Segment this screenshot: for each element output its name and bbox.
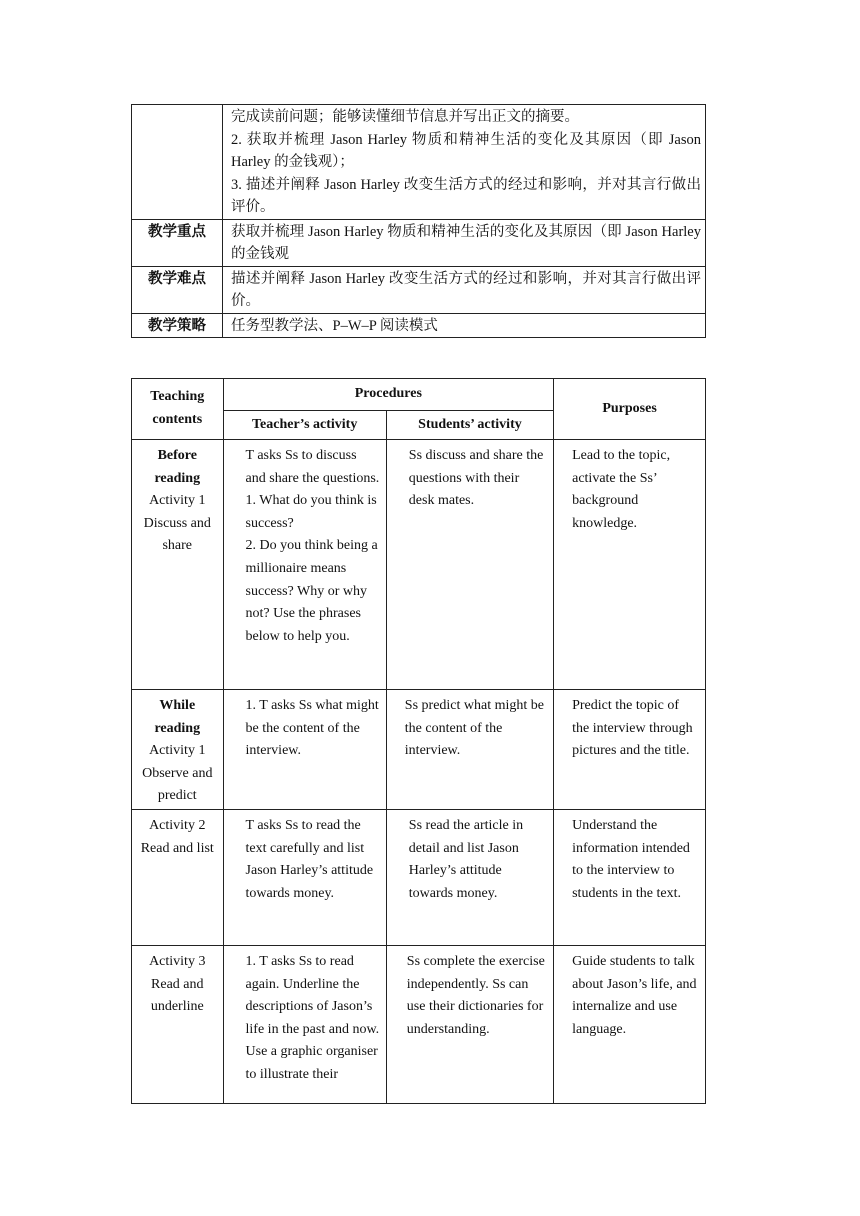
row-text: 描述并阐释 Jason Harley 改变生活方式的经过和影响，并对其言行做出评价。 xyxy=(223,266,706,313)
teacher-line: 1. T asks Ss what might be the content of the interview. xyxy=(245,698,379,759)
teacher-line: T asks Ss to read the text carefully and list Jason Harley’s attitude towards money. xyxy=(245,818,374,901)
table-row xyxy=(132,266,706,313)
teacher-activity-cell xyxy=(223,690,386,810)
purpose-cell: Guide students to talk about Jason’s life, and internalize and use language. xyxy=(554,946,706,1104)
stage-label: Before reading xyxy=(154,448,201,486)
row-label: 教学难点 xyxy=(132,266,223,313)
table-row xyxy=(132,690,706,810)
table-row xyxy=(132,810,706,946)
students-activity-cell: Ss discuss and share the questions with their desk mates. xyxy=(386,440,553,690)
purpose-cell: Understand the information intended to the interview to students in the text. xyxy=(554,810,706,946)
teacher-line: 2. Do you think being a millionaire means success? Why or why not? Use the phrases below to help you. xyxy=(245,538,378,644)
row-text: 获取并梳理 Jason Harley 物质和精神生活的变化及其原因（即 Jason Harley 的金钱观 xyxy=(223,219,706,266)
procedures-table xyxy=(131,378,706,1104)
teacher-line: 1. T asks Ss to read again. Underline the descriptions of Jason’s life in the past and now. Use a graphic organiser to illustrate their xyxy=(245,954,380,1082)
goal-line: 完成读前问题；能够读懂细节信息并写出正文的摘要。 xyxy=(231,109,579,125)
table-row xyxy=(132,219,706,266)
activity-label: Activity 3 Read and underline xyxy=(149,954,206,1015)
header-purposes: Purposes xyxy=(554,379,706,440)
goals-cell xyxy=(223,105,706,220)
teacher-activity-cell xyxy=(223,440,386,690)
teaching-content-cell xyxy=(132,946,224,1104)
activity-label: Activity 2 Read and list xyxy=(140,818,214,856)
students-activity-cell: Ss complete the exercise independently. Ss can use their dictionaries for understanding. xyxy=(386,946,553,1104)
teacher-line: T asks Ss to discuss and share the questions. xyxy=(245,448,380,486)
row-label: 教学重点 xyxy=(132,219,223,266)
row-label: 教学策略 xyxy=(132,313,223,338)
students-activity-cell: Ss predict what might be the content of the interview. xyxy=(386,690,553,810)
row-label xyxy=(132,105,223,220)
stage-label: While reading xyxy=(154,698,201,736)
goal-line: 2. 获取并梳理 Jason Harley 物质和精神生活的变化及其原因（即 Jason Harley 的金钱观）； xyxy=(231,131,701,170)
activity-label: Activity 1 Observe and predict xyxy=(142,743,213,804)
row-text: 任务型教学法、P–W–P 阅读模式 xyxy=(223,313,706,338)
table-row xyxy=(132,105,706,220)
goal-line: 3. 描述并阐释 Jason Harley 改变生活方式的经过和影响，并对其言行做出评价。 xyxy=(231,176,701,215)
teaching-content-cell xyxy=(132,440,224,690)
header-teacher-activity: Teacher’s activity xyxy=(223,411,386,440)
table-row xyxy=(132,946,706,1104)
teaching-content-cell xyxy=(132,810,224,946)
teacher-activity-cell xyxy=(223,810,386,946)
header-teaching-contents: Teaching contents xyxy=(132,379,224,440)
table-row xyxy=(132,440,706,690)
activity-label: Activity 1 Discuss and share xyxy=(143,493,211,554)
teacher-activity-cell xyxy=(223,946,386,1104)
students-activity-cell: Ss read the article in detail and list Jason Harley’s attitude towards money. xyxy=(386,810,553,946)
purpose-cell: Lead to the topic, activate the Ss’ background knowledge. xyxy=(554,440,706,690)
teacher-line: 1. What do you think is success? xyxy=(245,493,377,531)
header-students-activity: Students’ activity xyxy=(386,411,553,440)
objectives-table xyxy=(131,104,706,338)
header-row xyxy=(132,379,706,411)
table-row xyxy=(132,313,706,338)
purpose-cell: Predict the topic of the interview through pictures and the title. xyxy=(554,690,706,810)
teaching-content-cell xyxy=(132,690,224,810)
header-procedures: Procedures xyxy=(223,379,554,411)
